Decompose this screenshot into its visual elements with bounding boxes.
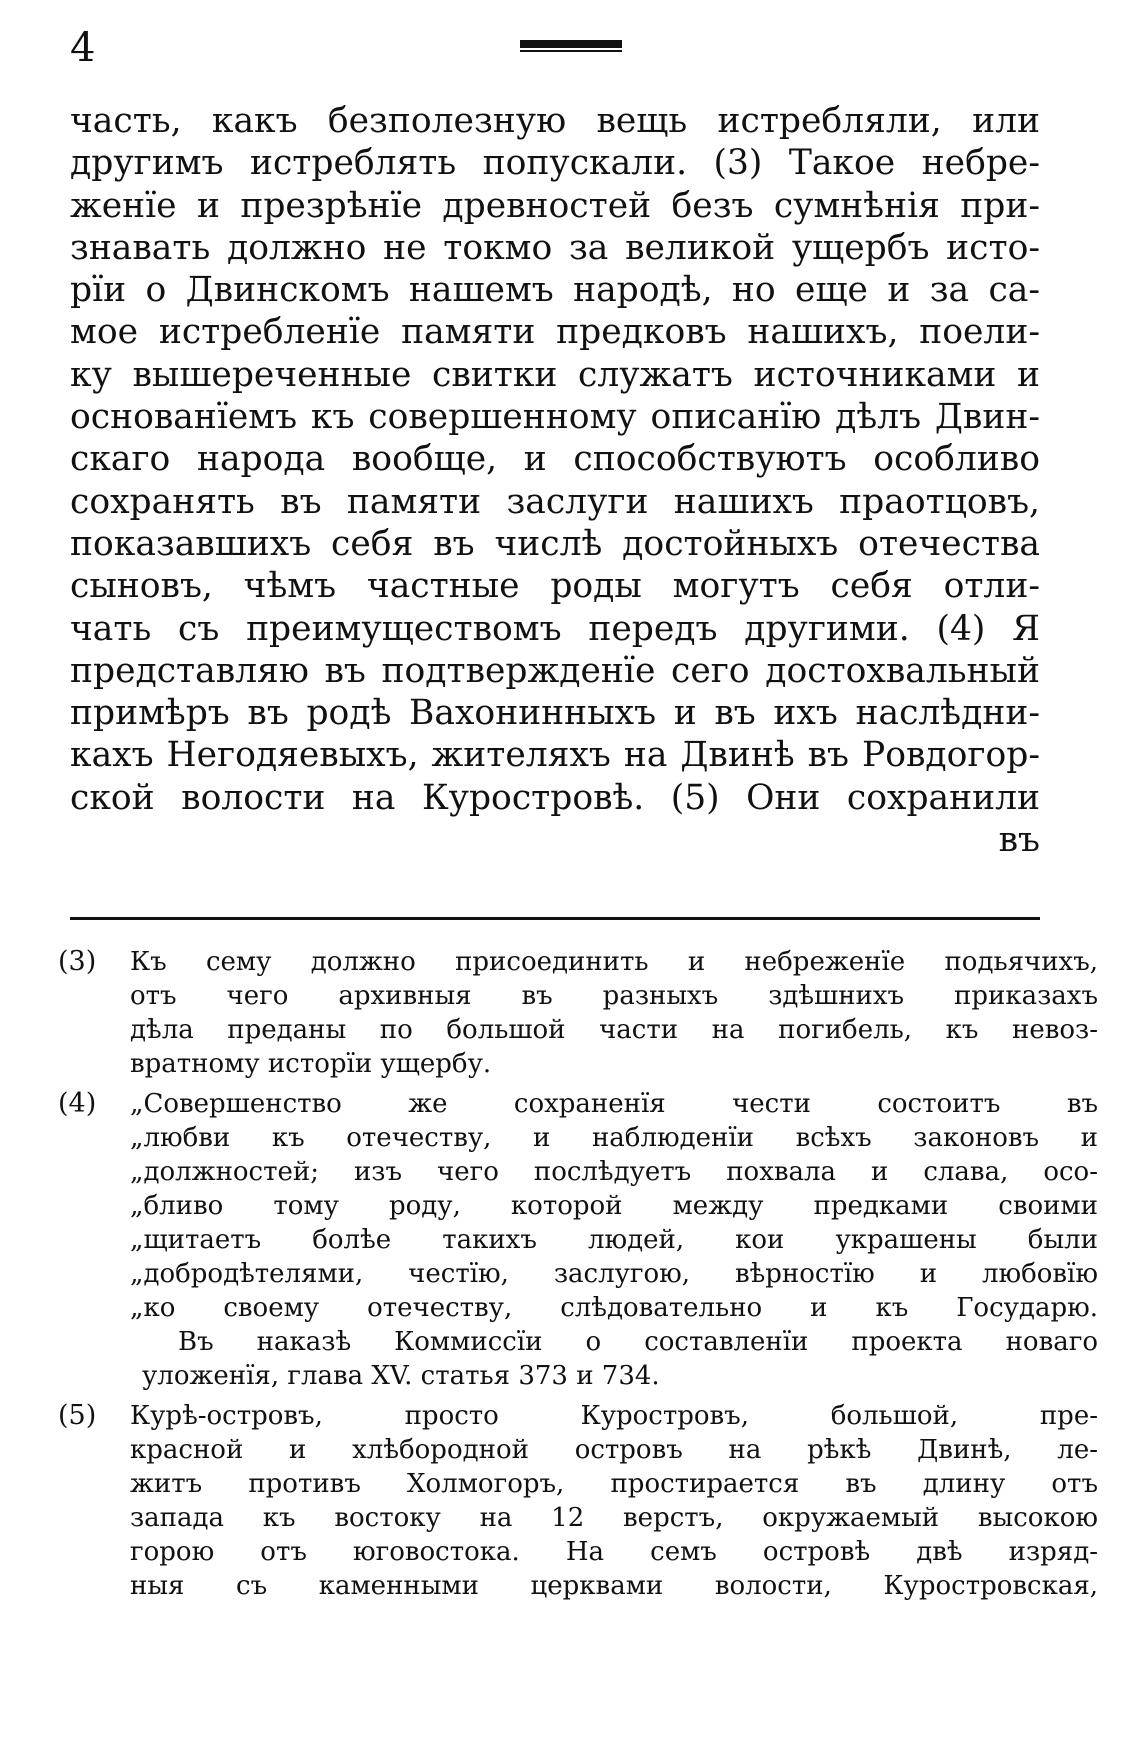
catchword: въ <box>998 820 1040 861</box>
main-text-line: знавать должно не токмо за великой ущербъ исто- <box>70 227 1040 268</box>
footnote-line: запада къ востоку на 12 верстъ, окружаемый высокою <box>130 1503 1098 1533</box>
main-text-line: ской волости на Куростровѣ. (5) Они сохранили <box>70 777 1040 818</box>
footnote-line: горою отъ юговостока. На семъ островѣ двѣ изряд- <box>130 1537 1098 1567</box>
main-text-line: кахъ Негодяевыхъ, жителяхъ на Двинѣ въ Ровдогор- <box>70 735 1040 776</box>
main-text-block <box>70 100 1040 861</box>
footnote-line: „бливо тому роду, которой между предками своими <box>130 1191 1098 1221</box>
main-text-line: представляю въ подтвержденїе сего достохвальный <box>70 650 1040 691</box>
header-ornament-rule <box>520 40 622 48</box>
footnote-line: вратному исторїи ущербу. <box>130 1049 492 1079</box>
footnote-body <box>130 1399 1098 1603</box>
footnote-divider <box>70 917 1040 920</box>
footnote-5 <box>58 1399 1098 1603</box>
main-text-line: рїи о Двинскомъ нашемъ народѣ, но еще и за са- <box>70 270 1040 311</box>
footnote-body <box>130 945 1098 1081</box>
main-text-line: чать съ преимуществомъ передъ другими. (4) Я <box>70 608 1040 649</box>
main-text-line: другимъ истреблять попускали. (3) Такое небре- <box>70 143 1040 184</box>
footnote-body <box>130 1087 1098 1393</box>
main-text-line: ку вышереченные свитки служатъ источниками и <box>70 354 1040 395</box>
footnote-line: „добродѣтелями, честїю, заслугою, вѣрностїю и любовїю <box>130 1259 1098 1289</box>
footnote-line: отъ чего архивныя въ разныхъ здѣшнихъ приказахъ <box>130 981 1098 1011</box>
footnote-line: красной и хлѣбородной островъ на рѣкѣ Двинѣ, ле- <box>130 1435 1098 1465</box>
main-text-line: сохранять въ памяти заслуги нашихъ праотцовъ, <box>70 481 1040 522</box>
page-number: 4 <box>70 25 96 71</box>
main-text-line: мое истребленїе памяти предковъ нашихъ, поели- <box>70 312 1040 353</box>
footnote-source-line: уложенїя, глава XV. статья 373 и 734. <box>142 1361 660 1391</box>
footnote-marker: (4) <box>58 1088 97 1119</box>
footnote-3 <box>58 945 1098 1081</box>
footnote-line: „щитаетъ болѣе такихъ людей, кои украшены были <box>130 1225 1098 1255</box>
main-text-line: показавшихъ себя въ числѣ достойныхъ отечества <box>70 523 1040 564</box>
main-text-line: сыновъ, чѣмъ частные роды могутъ себя отли- <box>70 566 1040 607</box>
footnote-marker: (3) <box>58 946 97 977</box>
footnote-line: дѣла преданы по большой части на погибель, къ невоз- <box>130 1015 1098 1045</box>
footnote-line: Къ сему должно присоединить и небреженїе подьячихъ, <box>130 947 1098 977</box>
footnote-line: „любви къ отечеству, и наблюденїи всѣхъ законовъ и <box>130 1123 1098 1153</box>
footnote-line: Курѣ-островъ, просто Куростровъ, большой, пре- <box>130 1401 1098 1431</box>
footnote-line: „Совершенство же сохраненїя чести состоитъ въ <box>130 1089 1098 1119</box>
footnote-marker: (5) <box>58 1400 97 1431</box>
main-text-line: скаго народа вообще, и способствуютъ особливо <box>70 439 1040 480</box>
footnote-4 <box>58 1087 1098 1393</box>
footnote-line: „должностей; изъ чего послѣдуетъ похвала и слава, осо- <box>130 1157 1098 1187</box>
footnote-line: ныя съ каменными церквами волости, Куростровская, <box>130 1571 1098 1601</box>
footnotes-block <box>58 945 1098 1609</box>
main-text-line: женїе и презрѣнїе древностей безъ сумнѣнія при- <box>70 185 1040 226</box>
main-text-line: часть, какъ безполезную вещь истребляли, или <box>70 101 1040 141</box>
footnote-source-line: Въ наказѣ Коммиссїи о составленїи проекта новаго <box>178 1327 1098 1357</box>
footnote-line: „ко своему отечеству, слѣдовательно и къ Государю. <box>130 1293 1098 1323</box>
main-text-line: основанїемъ къ совершенному описанїю дѣлъ Двин- <box>70 397 1040 438</box>
footnote-line: житъ противъ Холмогоръ, простирается въ длину отъ <box>130 1469 1098 1499</box>
main-text-line: примѣръ въ родѣ Вахонинныхъ и въ ихъ наслѣдни- <box>70 693 1040 734</box>
